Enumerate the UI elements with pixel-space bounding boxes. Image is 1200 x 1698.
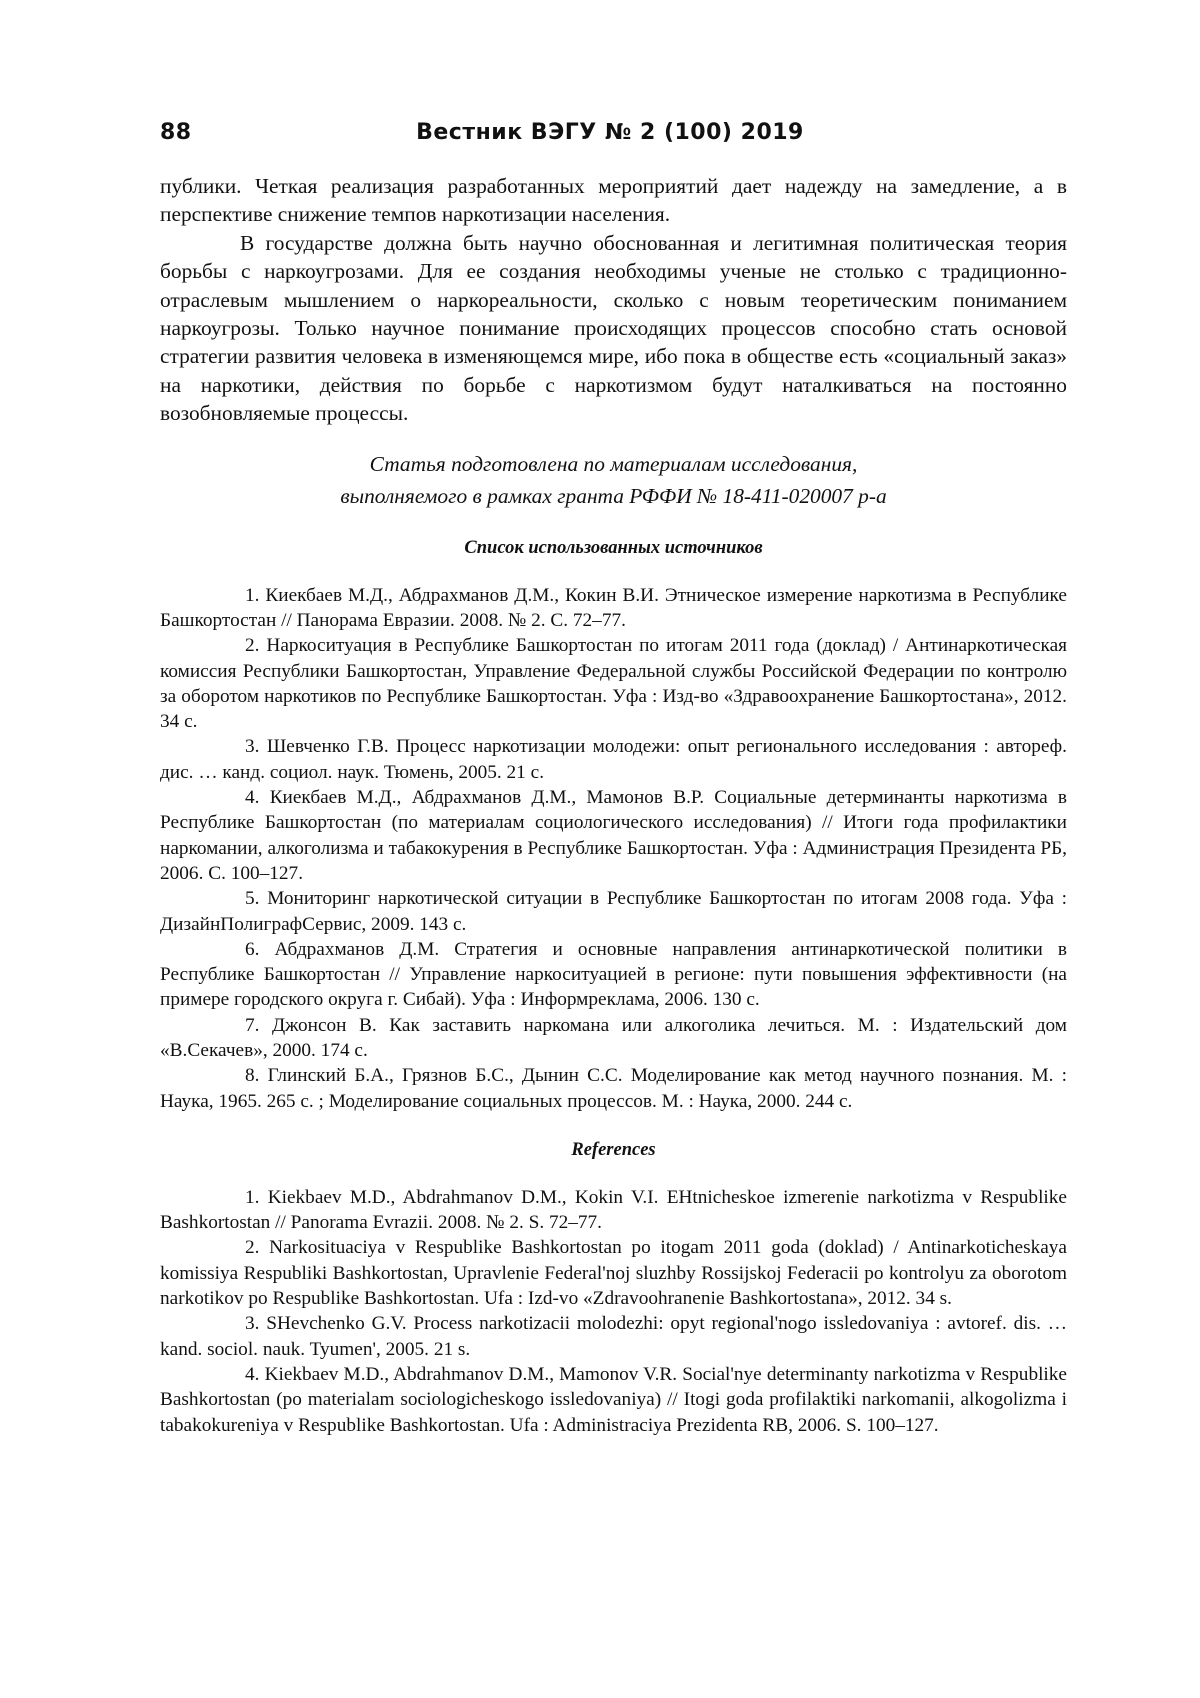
reference-item: 4. Kiekbaev M.D., Abdrahmanov D.M., Mamonov V.R. Social'nye determinanty narkotizma v Respublike Bashkortostan (po materialam sociologicheskogo issledovaniya) // Itogi goda profilaktiki narkomanii, alkogolizma i tabakokureniya v Respublike Bashkortostan. Ufa : Administraciya Prezidenta RB, 2006. S. 100–127. (160, 1363, 1067, 1436)
source-item: 5. Мониторинг наркотической ситуации в Республике Башкортостан по итогам 2008 года. Уфа : ДизайнПолиграфСервис, 2009. 143 с. (160, 888, 1067, 935)
acknowledgment (160, 448, 1067, 512)
source-item: 8. Глинский Б.А., Грязнов Б.С., Дынин С.С. Моделирование как метод научного познания. М. : Наука, 1965. 265 с. ; Моделирование социальных процессов. М. : Наука, 2000. 244 с. (160, 1065, 1067, 1112)
body-paragraph: В государстве должна быть научно обоснованная и легитимная политическая теория борьбы с наркоугрозами. Для ее создания необходимы ученые не столько с традиционно-отраслевым мышлением о наркореальности, сколько с новым теоретическим пониманием наркоугрозы. Только научное понимание происходящих процессов способно стать основой стратегии развития человека в изменяющемся мире, ибо пока в обществе есть «социальный заказ» на наркотики, действия по борьбе с наркотизмом будут наталкиваться на постоянно возобновляемые процессы. (160, 230, 1067, 426)
acknowledgment-line: выполняемого в рамках гранта РФФИ № 18-411-020007 р-а (340, 483, 887, 508)
source-item: 7. Джонсон В. Как заставить наркомана или алкоголика лечиться. М. : Издательский дом «В.Секачев», 2000. 174 с. (160, 1014, 1067, 1061)
page-number: 88 (160, 120, 192, 145)
sources-heading: Список использованных источников (464, 537, 763, 558)
sources-list (160, 583, 1067, 1114)
references-heading: References (571, 1139, 656, 1160)
references-list (160, 1185, 1067, 1438)
source-item: 2. Наркоситуация в Республике Башкортостан по итогам 2011 года (доклад) / Антинаркотическая комиссия Республики Башкортостан, Управление Федеральной службы Российской Федерации по контролю за оборотом наркотиков по Республике Башкортостан. Уфа : Изд-во «Здравоохранение Башкортостана», 2012. 34 с. (160, 635, 1067, 733)
source-item: 6. Абдрахманов Д.М. Стратегия и основные направления антинаркотической политики в Республике Башкортостан // Управление наркоситуацией в регионе: пути повышения эффективности (на примере городского округа г. Сибай). Уфа : Информреклама, 2006. 130 с. (160, 938, 1067, 1011)
reference-item: 2. Narkosituaciya v Respublike Bashkortostan po itogam 2011 goda (doklad) / Antinarkoticheskaya komissiya Respubliki Bashkortostan, Upravlenie Federal'noj sluzhby Rossijskoj Federacii po kontrolyu za oborotom narkotikov po Respublike Bashkortostan. Ufa : Izd-vo «Zdravoohranenie Bashkortostana», 2012. 34 s. (160, 1237, 1067, 1310)
reference-item: 1. Kiekbaev M.D., Abdrahmanov D.M., Kokin V.I. EHtnicheskoe izmerenie narkotizma v Respublike Bashkortostan // Panorama Evrazii. 2008. № 2. S. 72–77. (160, 1186, 1067, 1234)
journal-title: Вестник ВЭГУ № 2 (100) 2019 (416, 120, 804, 145)
source-item: 3. Шевченко Г.В. Процесс наркотизации молодежи: опыт регионального исследования : автореф. дис. … канд. социол. наук. Тюмень, 2005. 21 с. (160, 736, 1067, 783)
running-header (160, 116, 1060, 150)
body-paragraph: публики. Четкая реализация разработанных мероприятий дает надежду на замедление, а в перспективе снижение темпов наркотизации населения. (160, 174, 1067, 227)
acknowledgment-line: Статья подготовлена по материалам исследования, (369, 451, 858, 476)
source-item: 1. Киекбаев М.Д., Абдрахманов Д.М., Кокин В.И. Этническое измерение наркотизма в Республике Башкортостан // Панорама Евразии. 2008. № 2. С. 72–77. (160, 584, 1067, 631)
source-item: 4. Киекбаев М.Д., Абдрахманов Д.М., Мамонов В.Р. Социальные детерминанты наркотизма в Республике Башкортостан (по материалам социологического исследования) // Итоги года профилактики наркомании, алкоголизма и табакокурения в Республике Башкортостан. Уфа : Администрация Президента РБ, 2006. С. 100–127. (160, 787, 1067, 884)
article-body (160, 172, 1067, 1438)
reference-item: 3. SHevchenko G.V. Process narkotizacii molodezhi: opyt regional'nogo issledovaniya : avtoref. dis. … kand. sociol. nauk. Tyumen', 2005. 21 s. (160, 1313, 1067, 1360)
